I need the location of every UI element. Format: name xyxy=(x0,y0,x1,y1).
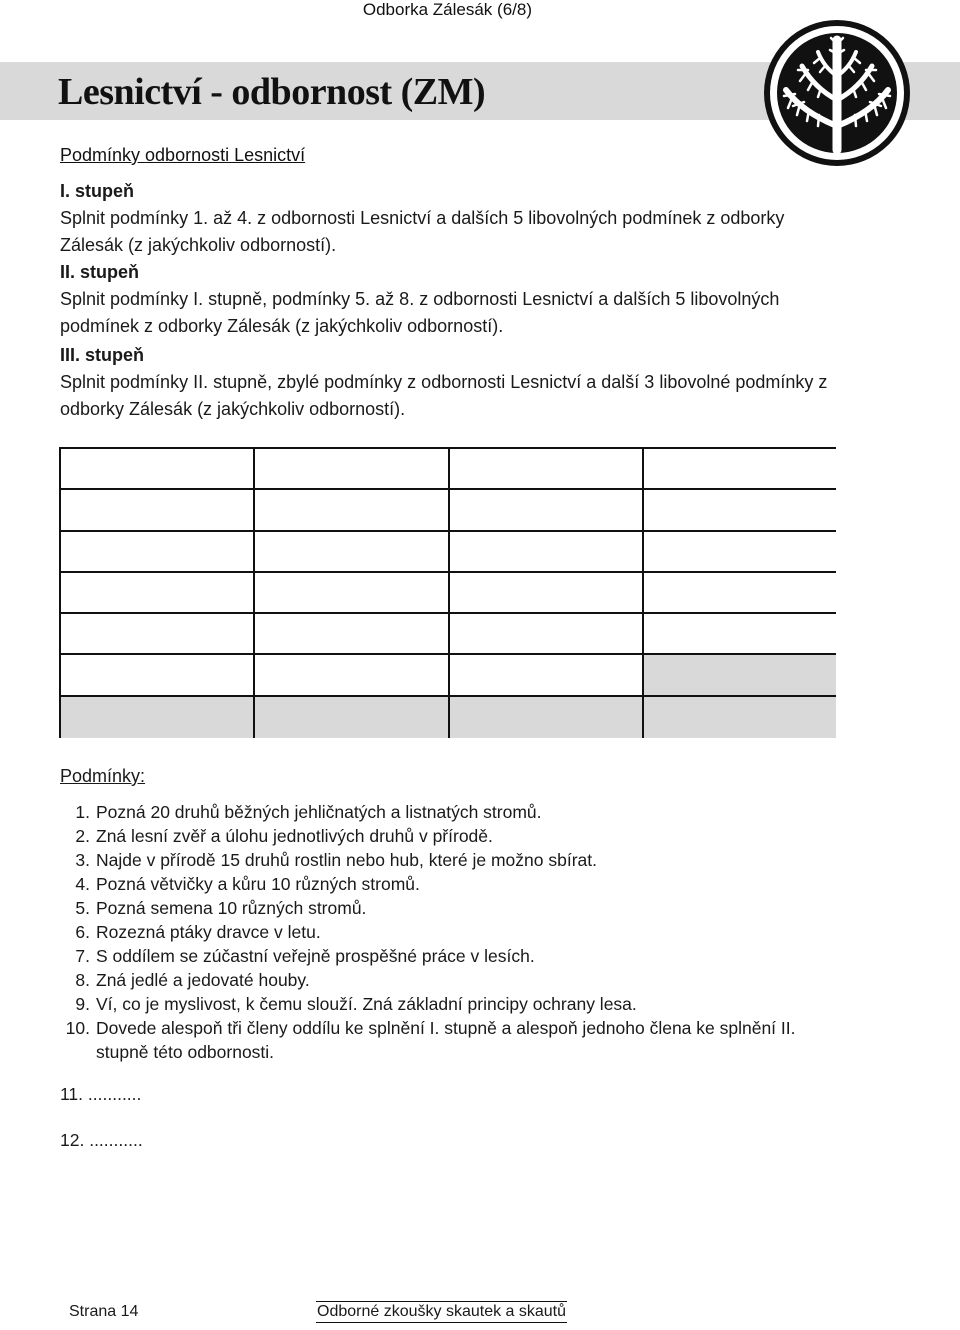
item-text: Zná jedlé a jedovaté houby. xyxy=(96,970,310,990)
list-item xyxy=(60,800,850,824)
grid-cell xyxy=(642,612,836,653)
grid-cell xyxy=(448,612,642,653)
item-text: Zná lesní zvěř a úlohu jednotlivých druhů v přírodě. xyxy=(96,826,493,846)
level-3 xyxy=(60,342,850,423)
grid-cell xyxy=(59,612,253,653)
list-item xyxy=(60,848,850,872)
item-number: 4. xyxy=(75,874,90,894)
item-text: Ví, co je myslivost, k čemu slouží. Zná základní principy ochrany lesa. xyxy=(96,994,637,1014)
level-text: Splnit podmínky II. stupně, zbylé podmínky z odbornosti Lesnictví a další 3 libovolné podmínky z odborky Zálesák (z jakýchkoliv odborností). xyxy=(60,372,828,419)
item-number: 10. xyxy=(65,1018,90,1038)
grid-cell xyxy=(253,447,447,488)
item-text: Pozná větvičky a kůru 10 různých stromů. xyxy=(96,874,420,894)
item-text: Najde v přírodě 15 druhů rostlin nebo hub, které je možno sbírat. xyxy=(96,850,597,870)
level-title: II. stupeň xyxy=(60,262,140,282)
grid-cell xyxy=(448,488,642,529)
grid-cell xyxy=(448,530,642,571)
list-item xyxy=(60,944,850,968)
item-text: Pozná semena 10 různých stromů. xyxy=(96,898,367,918)
conditions-heading: Podmínky odbornosti Lesnictví xyxy=(60,145,306,165)
item-number: 3. xyxy=(75,850,90,870)
grid-cell xyxy=(253,571,447,612)
grid-cell xyxy=(448,653,642,694)
list-item xyxy=(60,1016,850,1064)
item-number: 8. xyxy=(75,970,90,990)
list-item xyxy=(60,896,850,920)
list-item xyxy=(60,992,850,1016)
level-text: Splnit podmínky I. stupně, podmínky 5. až 8. z odbornosti Lesnictví a dalších 5 libovolných podmínek z odborky Zálesák (z jakýchkoliv odborností). xyxy=(60,289,780,336)
item-number: 6. xyxy=(75,922,90,942)
grid-cell xyxy=(253,612,447,653)
spruce-branch-emblem-icon xyxy=(762,18,912,168)
grid-cell-shaded xyxy=(253,695,447,738)
item-number: 7. xyxy=(75,946,90,966)
grid-cell xyxy=(59,653,253,694)
grid-cell xyxy=(642,447,836,488)
level-title: III. stupeň xyxy=(60,345,145,365)
grid-cell xyxy=(642,488,836,529)
grid-cell-shaded xyxy=(642,695,836,738)
grid-cell-shaded xyxy=(59,695,253,738)
conditions-label: Podmínky: xyxy=(60,766,146,786)
level-text: Splnit podmínky 1. až 4. z odbornosti Lesnictví a dalších 5 libovolných podmínek z odborky Zálesák (z jakýchkoliv odborností). xyxy=(60,208,785,255)
item-number: 2. xyxy=(75,826,90,846)
item-number: 1. xyxy=(75,802,90,822)
extra-item-11 xyxy=(60,1084,141,1105)
level-2 xyxy=(60,259,850,340)
grid-cell-shaded xyxy=(448,695,642,738)
grid-cell-shaded xyxy=(642,653,836,694)
page-number: Strana 14 xyxy=(69,1303,139,1320)
grid-cell xyxy=(642,571,836,612)
grid-cell xyxy=(642,530,836,571)
item-text: Pozná 20 druhů běžných jehličnatých a listnatých stromů. xyxy=(96,802,542,822)
item-text: ........... xyxy=(87,1084,142,1104)
list-item xyxy=(60,968,850,992)
extra-item-12 xyxy=(60,1130,143,1151)
grid-cell xyxy=(59,447,253,488)
item-number: 5. xyxy=(75,898,90,918)
item-number: 9. xyxy=(75,994,90,1014)
running-header: Odborka Zálesák (6/8) xyxy=(362,0,532,19)
item-text: S oddílem se zúčastní veřejně prospěšné práce v lesích. xyxy=(96,946,535,966)
grid-cell xyxy=(448,447,642,488)
item-number: 11. xyxy=(60,1084,84,1104)
item-number: 12. xyxy=(60,1130,85,1150)
grid-cell xyxy=(253,653,447,694)
book-title: Odborné zkoušky skautek a skautů xyxy=(316,1301,567,1323)
grid-cell xyxy=(253,488,447,529)
level-title: I. stupeň xyxy=(60,181,135,201)
grid-cell xyxy=(59,530,253,571)
grid-cell xyxy=(59,488,253,529)
level-1 xyxy=(60,178,850,259)
list-item xyxy=(60,872,850,896)
grid-cell xyxy=(253,530,447,571)
item-text: Dovede alespoň tři členy oddílu ke splnění I. stupně a alespoň jednoho člena ke splnění II. stupně této odbornosti. xyxy=(96,1018,796,1062)
item-text: Rozezná ptáky dravce v letu. xyxy=(96,922,321,942)
item-text: ........... xyxy=(89,1130,143,1150)
conditions-list xyxy=(60,800,850,1064)
list-item xyxy=(60,920,850,944)
grid-cell xyxy=(59,571,253,612)
list-item xyxy=(60,824,850,848)
signature-grid xyxy=(59,447,836,738)
page-title: Lesnictví - odbornost (ZM) xyxy=(58,71,486,113)
grid-cell xyxy=(448,571,642,612)
